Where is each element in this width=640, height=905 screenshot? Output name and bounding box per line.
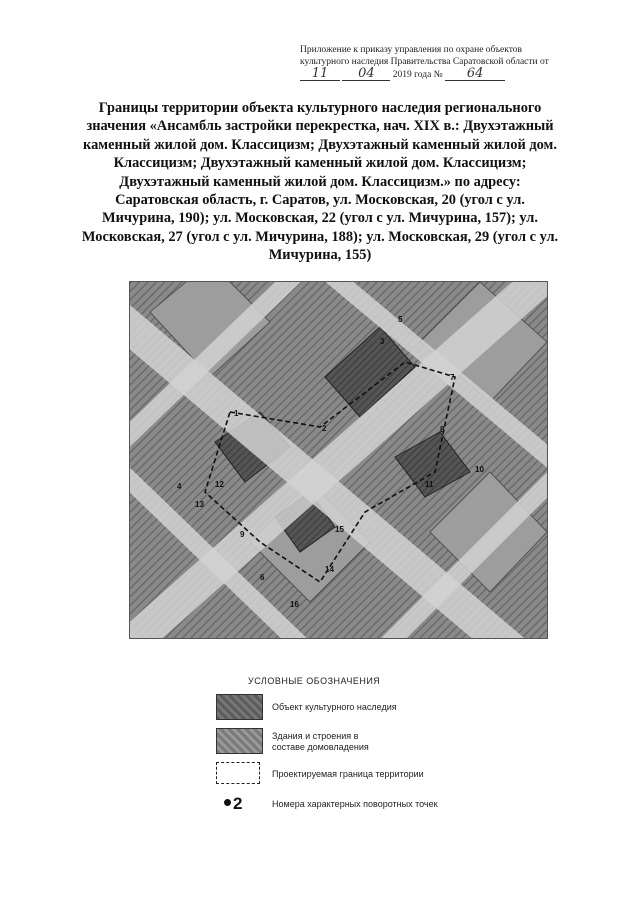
- appendix-line-3: [300, 68, 605, 81]
- map-graphic: [130, 282, 547, 638]
- order-number: 64: [445, 68, 505, 81]
- territory-map: [129, 281, 548, 639]
- building-swatch-icon: [216, 728, 263, 754]
- boundary-swatch-icon: [216, 762, 260, 784]
- legend-points-label: Номера характерных поворотных точек: [272, 799, 438, 809]
- map-point-label: 12: [215, 480, 224, 489]
- legend-point-symbol: [224, 794, 242, 814]
- map-point-label: 5: [398, 315, 403, 324]
- map-point-label: 15: [335, 525, 344, 534]
- document-title: Границы территории объекта культурного наследия регионального значения «Ансамбль застройки перекрестка, нач. XIX в.: Двухэтажный каменный жилой дом. Классицизм; Двухэтажный каменный жилой дом. Классицизм; Двухэтажный каменный жилой дом. Классицизм; Двухэтажный каменный жилой дом. Классицизм.» по адресу: Саратовская область, г. Саратов, ул. Московская, 20 (угол с ул. Мичурина, 190); ул. Московская, 22 (угол с ул. Мичурина, 157); ул. Московская, 27 (угол с ул. Мичурина, 188); ул. Московская, 29 (угол с ул. Мичурина, 155): [81, 100, 559, 264]
- map-point-label: 8: [440, 425, 445, 434]
- map-point-label: 7: [450, 373, 455, 382]
- map-point-label: 2: [322, 424, 327, 433]
- heritage-swatch-icon: [216, 694, 263, 720]
- legend-boundary-label: Проектируемая граница территории: [272, 769, 424, 779]
- legend-title: УСЛОВНЫЕ ОБОЗНАЧЕНИЯ: [248, 676, 381, 686]
- map-point-label: 4: [177, 482, 182, 491]
- legend-item-heritage: [216, 694, 516, 720]
- map-point-label: 6: [260, 573, 265, 582]
- map-point-label: 10: [475, 465, 484, 474]
- map-point-label: 13: [195, 500, 204, 509]
- date-year: 2019 года №: [392, 70, 443, 80]
- date-month: 04: [342, 68, 390, 81]
- date-day: 11: [300, 68, 340, 81]
- map-point-label: 9: [240, 530, 245, 539]
- appendix-line-2: культурного наследия Правительства Саратовской области от: [300, 57, 549, 67]
- map-point-label: 1: [234, 409, 239, 418]
- map-point-label: 14: [325, 565, 334, 574]
- appendix-line-1: Приложение к приказу управления по охране объектов: [300, 45, 523, 55]
- legend-buildings-label: Здания и строения в составе домовладения: [272, 731, 369, 752]
- map-point-label: 3: [380, 337, 385, 346]
- map-point-label: 16: [290, 600, 299, 609]
- legend-heritage-label: Объект культурного наследия: [272, 702, 397, 712]
- legend-item-boundary: [216, 762, 516, 786]
- legend-item-buildings: [216, 728, 516, 754]
- appendix-note: [300, 44, 605, 81]
- point-symbol-number: 2: [233, 794, 243, 813]
- map-point-label: 11: [425, 480, 434, 489]
- point-dot-icon: [224, 799, 231, 806]
